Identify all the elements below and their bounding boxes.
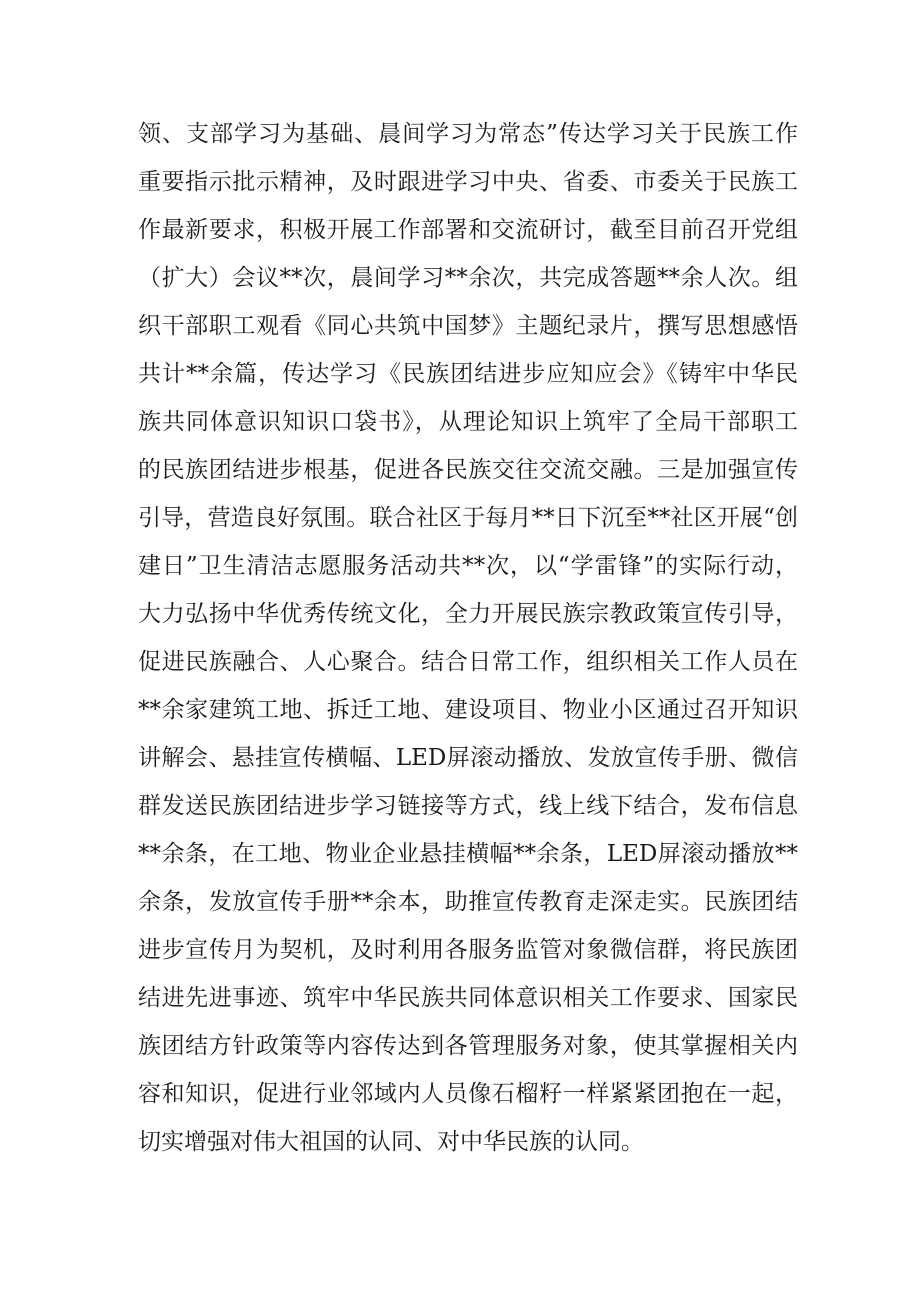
paragraph-line: **余家建筑工地、拆迁工地、建设项目、物业小区通过召开知识 xyxy=(138,697,798,723)
paragraph-line: 重要指示批示精神，及时跟进学习中央、省委、市委关于民族工 xyxy=(138,169,798,195)
paragraph-line: 进步宣传月为契机，及时利用各服务监管对象微信群，将民族团 xyxy=(138,937,798,963)
paragraph-line: 结进先进事迹、筑牢中华民族共同体意识相关工作要求、国家民 xyxy=(138,985,798,1011)
paragraph-line: 的民族团结进步根基，促进各民族交往交流交融。三是加强宣传 xyxy=(138,457,798,483)
paragraph-line: 余条，发放宣传手册**余本，助推宣传教育走深走实。民族团结 xyxy=(138,889,798,915)
paragraph-line: 促进民族融合、人心聚合。结合日常工作，组织相关工作人员在 xyxy=(138,649,798,675)
paragraph-line: 容和知识，促进行业邻域内人员像石榴籽一样紧紧团抱在一起， xyxy=(138,1081,798,1107)
paragraph-line: 引导，营造良好氛围。联合社区于每月**日下沉至**社区开展“创 xyxy=(138,505,798,531)
body-paragraph xyxy=(138,110,798,1166)
paragraph-line: 族共同体意识知识口袋书》，从理论知识上筑牢了全局干部职工 xyxy=(138,409,798,435)
paragraph-line: 领、支部学习为基础、晨间学习为常态”传达学习关于民族工作 xyxy=(138,121,798,147)
paragraph-line: 族团结方针政策等内容传达到各管理服务对象，使其掌握相关内 xyxy=(138,1033,798,1059)
paragraph-line: 讲解会、悬挂宣传横幅、LED屏滚动播放、发放宣传手册、微信 xyxy=(138,745,798,771)
paragraph-line: （扩大）会议**次，晨间学习**余次，共完成答题**余人次。组 xyxy=(138,265,798,291)
paragraph-line: 织干部职工观看《同心共筑中国梦》主题纪录片，撰写思想感悟 xyxy=(138,313,798,339)
paragraph-line: 切实增强对伟大祖国的认同、对中华民族的认同。 xyxy=(138,1129,644,1155)
paragraph-line: 作最新要求，积极开展工作部署和交流研讨，截至目前召开党组 xyxy=(138,217,798,243)
paragraph-line: **余条，在工地、物业企业悬挂横幅**余条，LED屏滚动播放** xyxy=(138,841,798,867)
paragraph-line: 群发送民族团结进步学习链接等方式，线上线下结合，发布信息 xyxy=(138,793,798,819)
paragraph-line: 大力弘扬中华优秀传统文化，全力开展民族宗教政策宣传引导， xyxy=(138,601,798,627)
paragraph-line: 建日”卫生清洁志愿服务活动共**次，以“学雷锋”的实际行动， xyxy=(138,553,798,579)
paragraph-line: 共计**余篇，传达学习《民族团结进步应知应会》《铸牢中华民 xyxy=(138,361,798,387)
